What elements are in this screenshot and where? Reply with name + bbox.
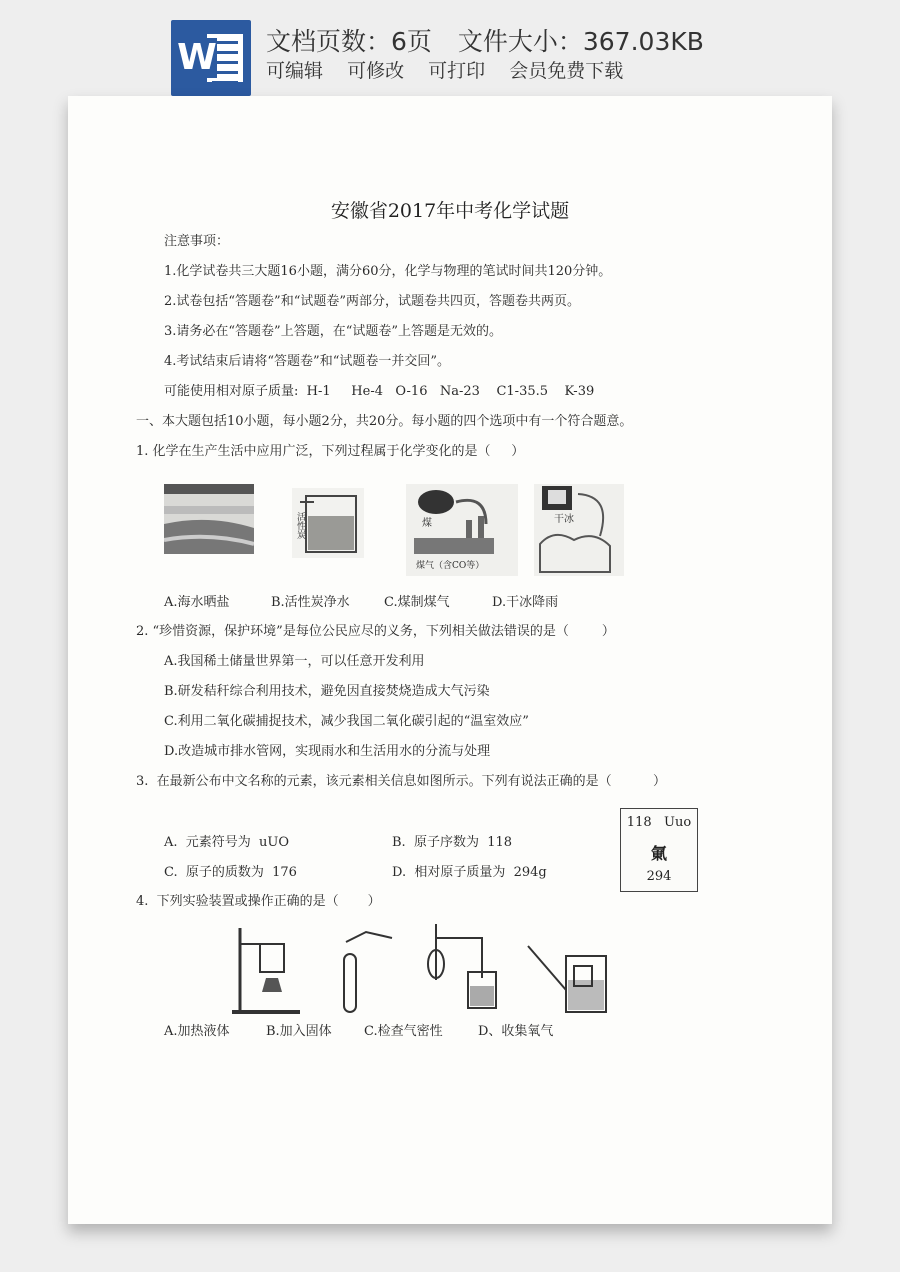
atomic-masses: 可能使用相对原子质量: H-1 He-4 O-16 Na-23 C1-35.5 K-39	[164, 384, 595, 399]
section-heading: 一、本大题包括10小题，每小题2分，共20分。每小题的四个选项中有一个符合题意。	[136, 414, 633, 429]
page-title: 安徽省2017年中考化学试题	[330, 200, 570, 222]
figure-charcoal-filter	[292, 488, 364, 558]
option-b: B.加入固体	[266, 1024, 332, 1039]
file-info	[266, 22, 722, 58]
notice-heading: 注意事项：	[164, 234, 230, 249]
option-a: A.海水晒盐	[164, 595, 230, 610]
page-count: 文档页数：6页	[266, 27, 432, 56]
document-page	[68, 96, 832, 1224]
option-c: C.利用二氧化碳捕捉技术，减少我国二氧化碳引起的“温室效应”	[164, 714, 529, 729]
figure-airtightness-check	[420, 920, 504, 1016]
atomic-number: 118	[626, 815, 652, 830]
figure-adding-solid	[336, 924, 400, 1016]
question-2: 2. “珍惜资源，保护环境”是每位公民应尽的义务，下列相关做法错误的是（ ）	[136, 624, 615, 639]
feature-item: 会员免费下载	[509, 60, 624, 82]
fig-label: 煤	[422, 518, 432, 529]
question-1: 1. 化学在生产生活中应用广泛，下列过程属于化学变化的是（ ）	[136, 444, 525, 459]
fig-label: 煤气（含CO等）	[416, 561, 485, 571]
element-header	[621, 815, 697, 830]
option-c: C.煤制煤气	[384, 595, 450, 610]
notice-item: 3.请务必在“答题卷”上答题，在“试题卷”上答题是无效的。	[164, 324, 502, 339]
atomic-mass: 294	[646, 869, 672, 884]
option-d: D、收集氧气	[478, 1024, 554, 1039]
element-card	[620, 808, 698, 892]
notice-item: 1.化学试卷共三大题16小题，满分60分，化学与物理的笔试时间共120分钟。	[164, 264, 612, 279]
figure-oxygen-collection	[526, 942, 612, 1016]
element-name: 氭	[650, 844, 667, 863]
word-icon-letter: W	[177, 37, 217, 78]
feature-item: 可打印	[428, 60, 486, 82]
question-4: 4. 下列实验装置或操作正确的是（ ）	[136, 894, 381, 909]
option-a: A.我国稀土储量世界第一，可以任意开发利用	[164, 654, 425, 669]
notice-item: 2.试卷包括“答题卷”和“试题卷”两部分，试题卷共四页，答题卷共两页。	[164, 294, 580, 309]
option-c: C. 原子的质数为 176	[164, 865, 297, 880]
option-d: D.干冰降雨	[492, 595, 559, 610]
figure-salt-pans	[164, 484, 254, 554]
fig-label: 活性炭	[295, 512, 305, 539]
header-banner	[0, 0, 900, 96]
question-3: 3. 在最新公布中文名称的元素，该元素相关信息如图所示。下列有说法正确的是（ ）	[136, 774, 666, 789]
figure-heating-liquid	[230, 924, 310, 1016]
option-b: B.活性炭净水	[271, 595, 350, 610]
feature-item: 可编辑	[266, 60, 324, 82]
option-a: A.加热液体	[164, 1024, 230, 1039]
feature-item: 可修改	[347, 60, 405, 82]
word-icon	[171, 20, 251, 96]
option-d: D.改造城市排水管网，实现雨水和生活用水的分流与处理	[164, 744, 491, 759]
option-c: C.检查气密性	[364, 1024, 443, 1039]
option-b: B. 原子序数为 118	[392, 835, 513, 850]
element-symbol: Uuo	[664, 815, 692, 830]
notice-item: 4.考试结束后请将“答题卷”和“试题卷一并交回”。	[164, 354, 450, 369]
file-size: 文件大小：367.03KB	[457, 27, 704, 56]
option-d: D. 相对原子质量为 294g	[392, 865, 547, 880]
option-b: B.研发秸秆综合利用技术，避免因直接焚烧造成大气污染	[164, 684, 490, 699]
figure-coal-gas	[406, 484, 518, 576]
feature-list	[266, 56, 641, 83]
figure-dry-ice	[534, 484, 624, 576]
fig-label: 干冰	[554, 514, 574, 525]
option-a: A. 元素符号为 uUO	[164, 835, 290, 850]
